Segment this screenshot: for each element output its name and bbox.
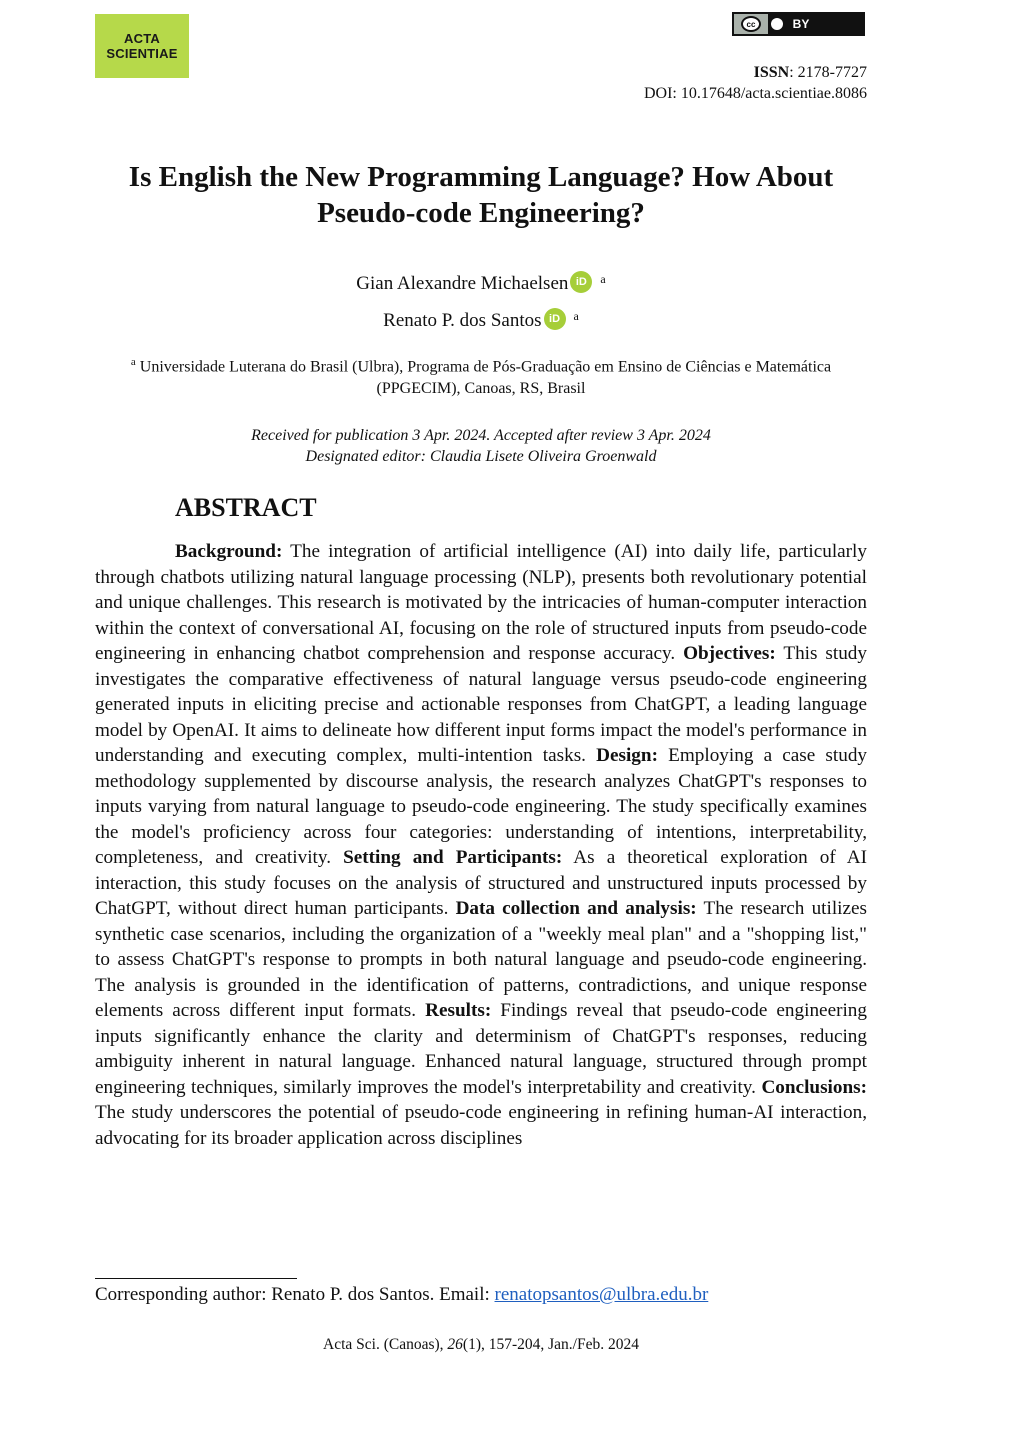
logo-line-2: SCIENTIAE: [106, 46, 178, 61]
setting-text: As a theoretical exploration of AI interaction, this study focuses on the analysis of structured and unstructured inputs processed by ChatGPT, without direct human participants.: [95, 847, 867, 919]
logo-line-1: ACTA: [124, 31, 160, 46]
author-1-affiliation-mark: a: [600, 272, 606, 286]
author-2: [95, 300, 867, 337]
author-email-link[interactable]: renatopsantos@ulbra.edu.br: [494, 1284, 709, 1305]
conclusions-label: Conclusions:: [761, 1076, 867, 1098]
attribution-person-icon: [771, 18, 783, 30]
cc-by-label: BY: [786, 14, 816, 34]
corresponding-author-footnote: [95, 1283, 708, 1307]
footer-volume: 26: [447, 1336, 463, 1353]
author-list: [95, 263, 867, 337]
issn-value: : 2178-7727: [789, 64, 867, 81]
author-1-name: Gian Alexandre Michaelsen: [356, 273, 569, 294]
setting-label: Setting and Participants:: [343, 847, 563, 868]
objectives-label: Objectives:: [683, 643, 776, 664]
footer-issue-pages: (1), 157-204, Jan./Feb. 2024: [462, 1336, 639, 1353]
footnote-divider: [95, 1278, 297, 1279]
author-2-affiliation-mark: a: [573, 309, 579, 323]
issn-label: ISSN: [753, 64, 790, 81]
cc-license-badge[interactable]: [732, 12, 865, 36]
abstract-body: [95, 539, 867, 1151]
page-footer: [95, 1336, 867, 1354]
results-label: Results:: [425, 1000, 492, 1021]
conclusions-text: The study underscores the potential of pseudo-code engineering in refining human-AI interaction, advocating for its broader application across disciplines: [95, 1102, 867, 1149]
paper-title: Is English the New Programming Language? How About Pseudo-code Engineering?: [128, 161, 834, 229]
footnote-text: Corresponding author: Renato P. dos Santos. Email:: [95, 1284, 495, 1305]
issn-doi-block: [644, 62, 867, 104]
affiliation-mark: a: [130, 356, 136, 368]
affiliation: [95, 351, 867, 400]
issn: [644, 62, 867, 83]
background-label: Background:: [175, 541, 283, 562]
results-text: Findings reveal that pseudo-code engineering inputs significantly enhance the clarity and determinism of ChatGPT's responses, reducing ambiguity inherent in natural language. Enhanced natural language, structured through prompt engineering techniques, similarly improves the model's interpretability and creativity.: [95, 1000, 867, 1098]
design-text: Employing a case study methodology supplemented by discourse analysis, the research analyzes ChatGPT's responses to inputs varying from natural language to pseudo-code engineering. The study specifically examines the model's proficiency across four categories: understanding of intentions, interpretability, completeness, and creativity.: [95, 745, 868, 868]
objectives-text: This study investigates the comparative effectiveness of natural language versus pseudo-code engineering generated inputs in eliciting precise and actionable responses from ChatGPT, a leading language model by OpenAI. It aims to delineate how different input forms impact the model's performance in understanding and executing complex, multi-intention tasks.: [95, 643, 867, 766]
creative-commons-icon: cc: [741, 16, 761, 32]
doi[interactable]: DOI: 10.17648/acta.scientiae.8086: [643, 85, 867, 102]
designated-editor: Designated editor: Claudia Lisete Oliveira Groenwald: [305, 448, 657, 465]
data-collection-text: The research utilizes synthetic case scenarios, including the organization of a "weekly meal plan" and a "shopping list," to assess ChatGPT's response to prompts in both natural language and pseudo-code engineering. The analysis is grounded in the identification of patterns, contradictions, and unique response elements across different input formats.: [95, 898, 867, 1021]
abstract-heading: ABSTRACT: [175, 493, 317, 522]
background-text: The integration of artificial intelligence (AI) into daily life, particularly through chatbots utilizing natural language processing (NLP), presents both revolutionary potential and unique challenges. This research is motivated by the intricacies of human-computer interaction within the context of conversational AI, focusing on the role of structured inputs from pseudo-code engineering in enhancing chatbot comprehension and response accuracy.: [95, 541, 867, 664]
orcid-icon[interactable]: iD: [570, 271, 592, 293]
design-label: Design:: [596, 745, 658, 766]
footer-journal: Acta Sci. (Canoas),: [323, 1336, 448, 1353]
author-2-name: Renato P. dos Santos: [383, 310, 542, 331]
affiliation-text: Universidade Luterana do Brasil (Ulbra), Programa de Pós-Graduação em Ensino de Ciências e Matemática (PPGECIM), Canoas, RS, Brasil: [139, 358, 832, 398]
author-1: [95, 263, 867, 300]
publication-dates: [95, 425, 867, 467]
received-accepted: Received for publication 3 Apr. 2024. Accepted after review 3 Apr. 2024: [251, 427, 711, 444]
journal-logo: [95, 14, 189, 78]
data-collection-label: Data collection and analysis:: [455, 898, 697, 919]
orcid-icon[interactable]: iD: [544, 308, 566, 330]
